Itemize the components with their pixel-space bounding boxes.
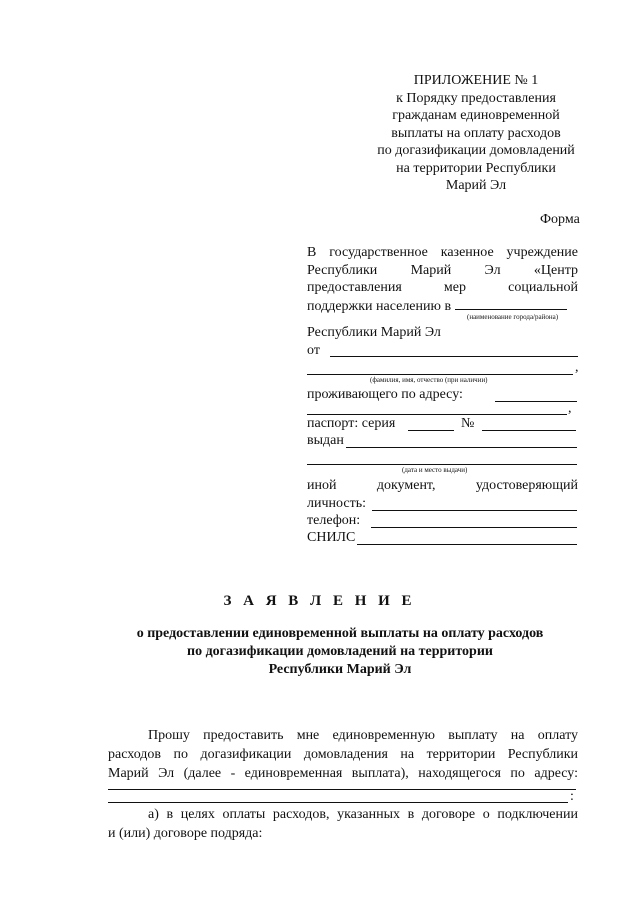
addressee-word: Марий (410, 262, 452, 278)
paragraph-line: Марий Эл (далее - единовременная выплата), находящегося по адресу: (108, 766, 578, 781)
request-paragraph (108, 726, 578, 783)
subtitle-line: о предоставлении единовременной выплаты на оплату расходов (136, 626, 544, 641)
name-field-continued[interactable] (307, 374, 573, 375)
appendix-line: по догазификации домовладений (377, 143, 575, 158)
identity-field[interactable] (372, 510, 577, 511)
appendix-line: к Порядку предоставления (396, 90, 556, 106)
item-a-line: и (или) договоре подряда: (108, 826, 263, 841)
item-a (108, 805, 578, 843)
identity-label: личность: (307, 496, 366, 511)
address-field[interactable] (495, 401, 577, 402)
appendix-line: гражданам единовременной (392, 108, 560, 123)
comma: , (568, 401, 572, 416)
addressee-word: социальной (508, 280, 579, 295)
paragraph-line: расходов по догазификации домовладения на территории Республики (108, 747, 578, 762)
addressee-line (307, 279, 578, 297)
passport-number-field[interactable] (482, 430, 576, 431)
residing-label: проживающего по адресу: (307, 387, 463, 402)
appendix-line: на территории Республики (396, 160, 556, 176)
property-address-field-continued[interactable] (108, 802, 568, 803)
appendix-title: ПРИЛОЖЕНИЕ № 1 (413, 73, 539, 88)
property-address-field[interactable] (108, 789, 576, 790)
comma: , (575, 360, 579, 375)
addressee-word: Республики (307, 262, 378, 278)
appendix-header (340, 72, 612, 195)
statement-title: З А Я В Л Е Н И Е (223, 593, 416, 609)
issued-hint: (дата и место выдачи) (402, 466, 468, 474)
appendix-line: выплаты на оплату расходов (391, 125, 561, 141)
republic-line: Республики Марий Эл (307, 325, 441, 340)
passport-series-label: паспорт: серия (307, 416, 396, 431)
issued-field-continued[interactable] (307, 464, 577, 465)
addressee-word: мер (443, 280, 466, 295)
phone-label: телефон: (307, 513, 361, 528)
other-document-word: иной (307, 478, 337, 493)
name-hint: (фамилия, имя, отчество (при наличии) (370, 376, 488, 384)
issued-label: выдан (307, 433, 344, 448)
other-document-word: документ, (376, 478, 436, 493)
statement-subtitle (80, 625, 600, 679)
address-field-continued[interactable] (307, 414, 567, 415)
addressee-line: В государственное казенное учреждение (307, 245, 578, 260)
addressee-word: Эл (484, 262, 501, 278)
colon: : (570, 789, 574, 804)
city-hint: (наименование города/района) (467, 313, 559, 321)
snils-field[interactable] (357, 544, 577, 545)
addressee-block (307, 244, 578, 315)
passport-series-field[interactable] (408, 430, 454, 431)
other-document-line (307, 478, 578, 494)
phone-field[interactable] (371, 527, 577, 528)
snils-label: СНИЛС (307, 530, 356, 545)
item-a-line: а) в целях оплаты расходов, указанных в договоре о подключении (148, 807, 578, 822)
subtitle-line: Республики Марий Эл (268, 662, 412, 677)
city-field[interactable] (455, 297, 567, 310)
from-name-field[interactable] (330, 356, 578, 357)
addressee-word: предоставления (307, 280, 402, 295)
addressee-word: «Центр (533, 262, 579, 278)
from-label: от (307, 343, 320, 358)
addressee-line (307, 262, 578, 280)
other-document-word: удостоверяющий (475, 478, 579, 493)
city-label: поддержки населению в (307, 298, 452, 314)
issued-field[interactable] (346, 447, 577, 448)
passport-number-label: № (461, 416, 475, 431)
paragraph-line: Прошу предоставить мне единовременную выплату на оплату (148, 728, 578, 743)
appendix-line: Марий Эл (445, 178, 507, 193)
subtitle-line: по догазификации домовладений на территории (187, 644, 493, 659)
form-label: Форма (540, 212, 580, 227)
